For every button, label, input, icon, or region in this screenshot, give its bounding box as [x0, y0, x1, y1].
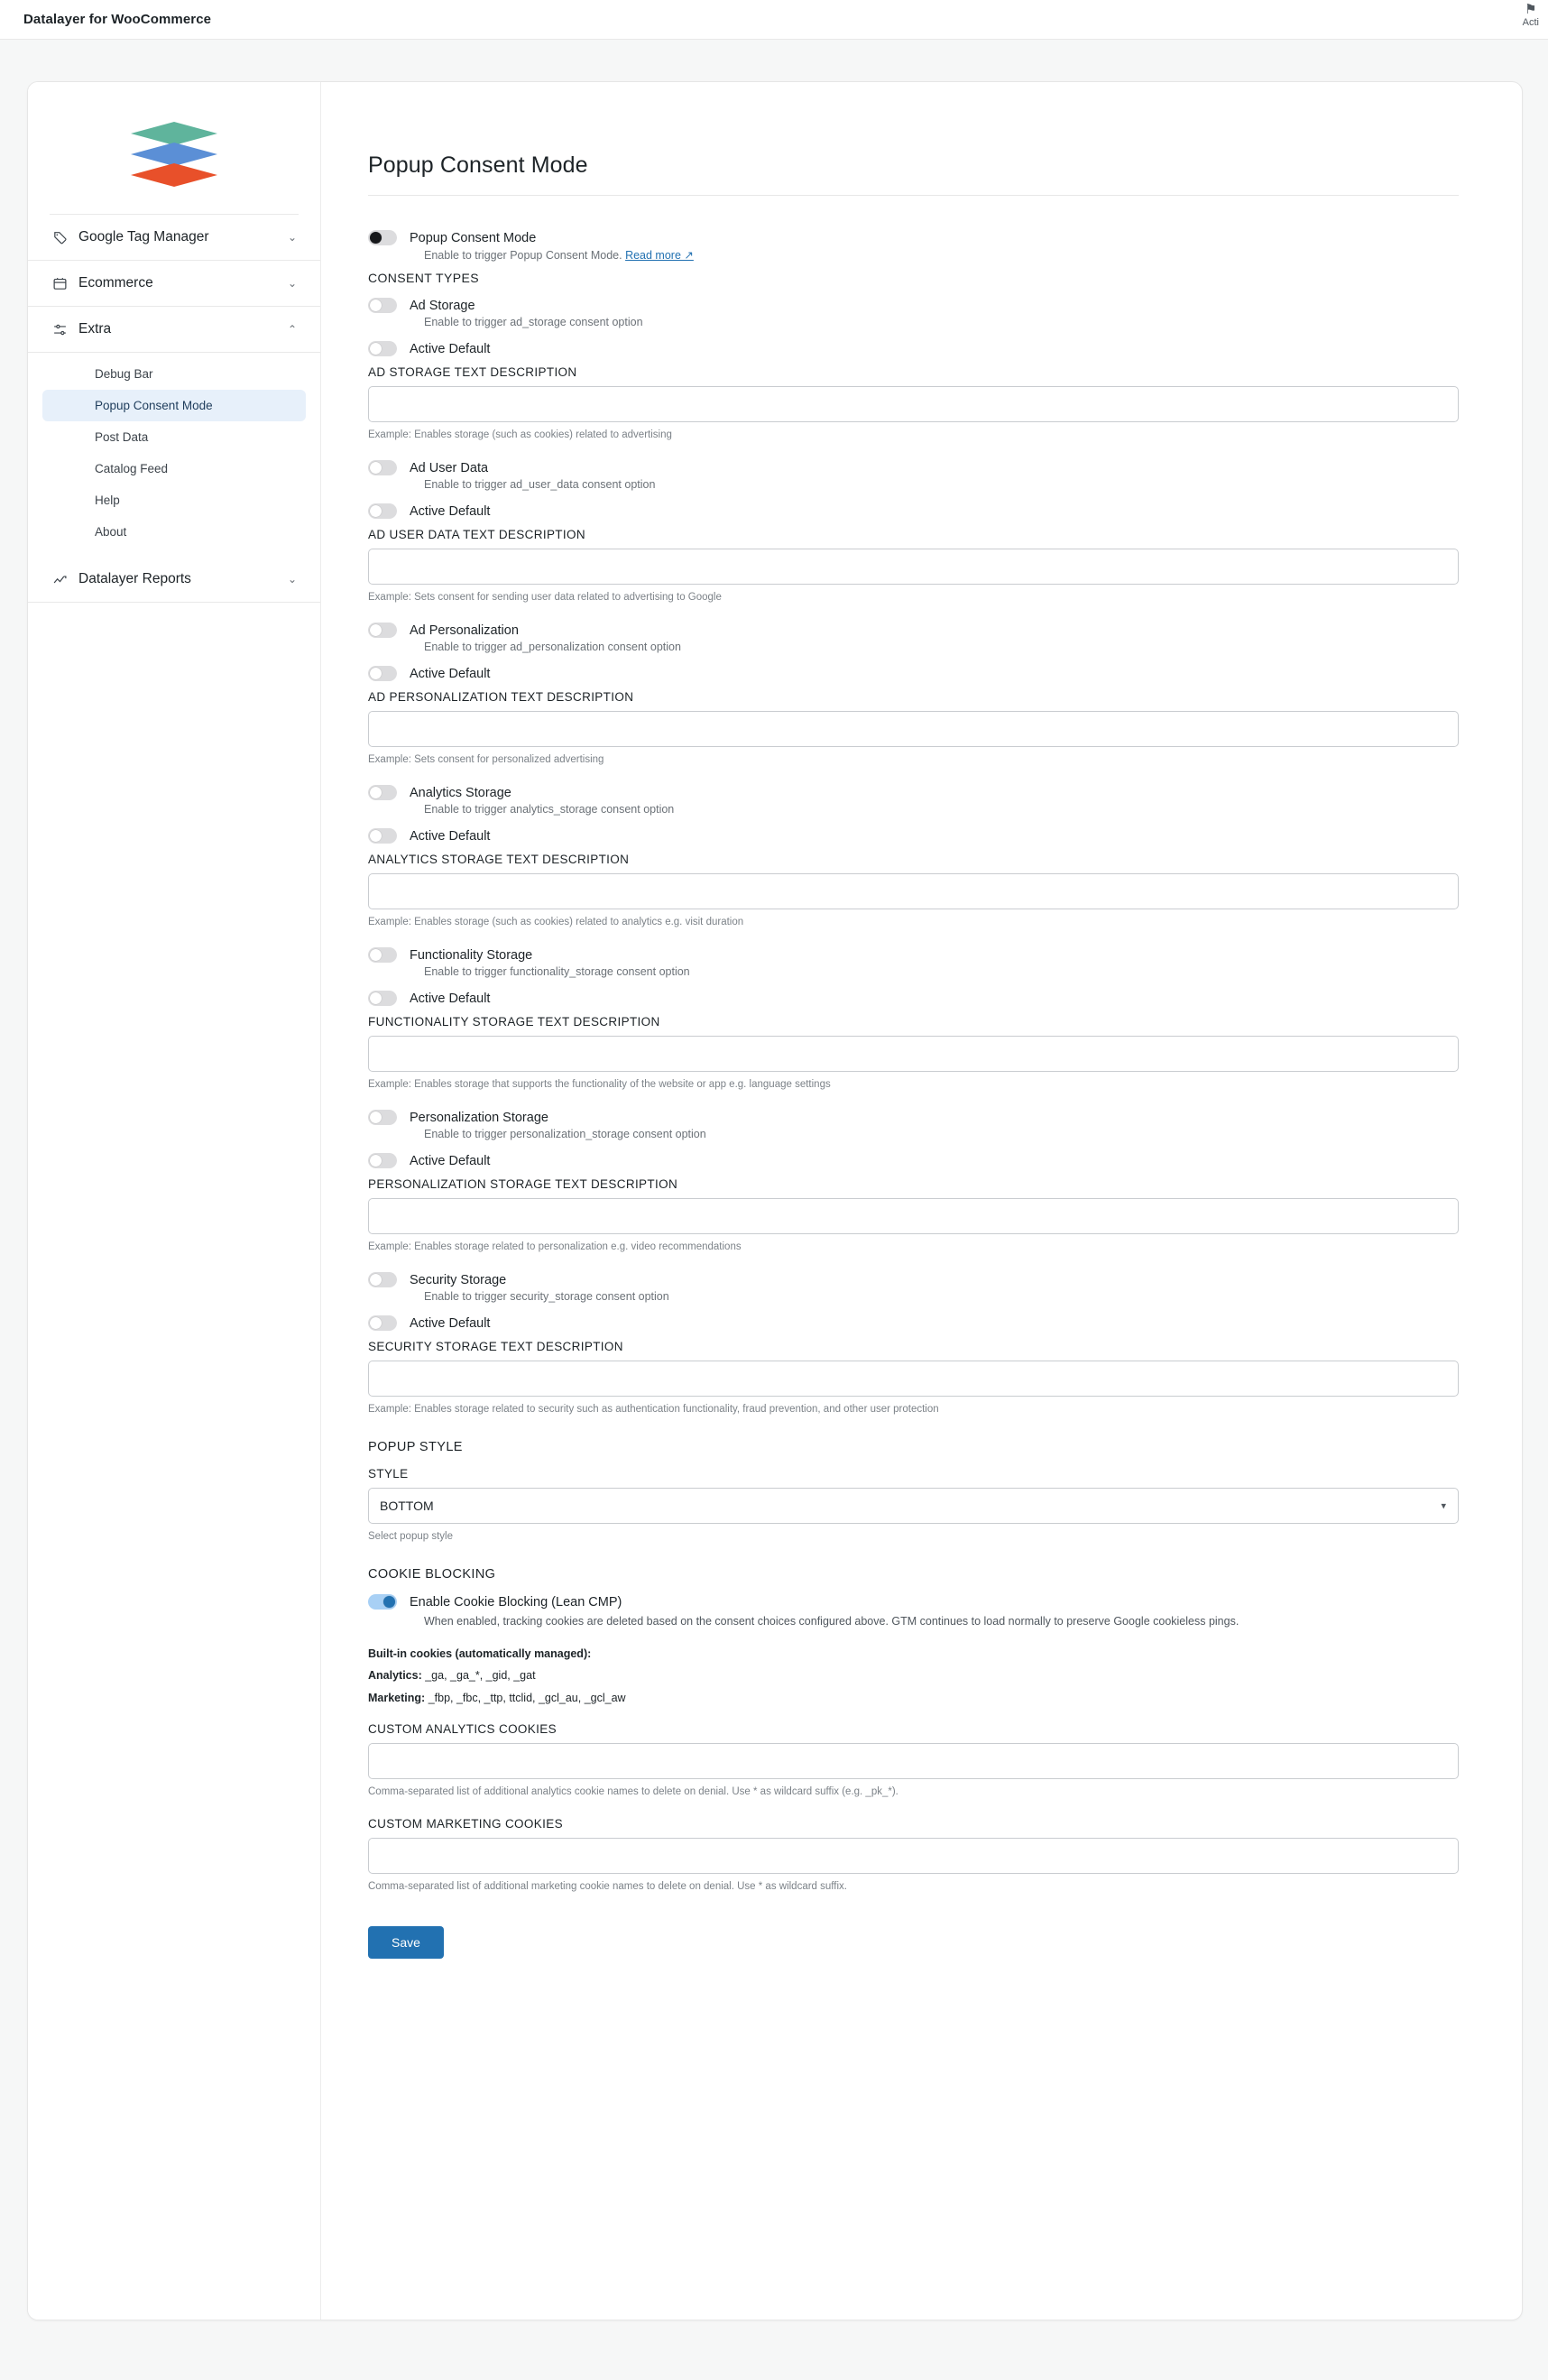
- ad-personalization-active-default-row: [368, 666, 1459, 681]
- security-storage-hint: Example: Enables storage related to security such as authentication functionality, fraud prevention, and other user protection: [368, 1404, 939, 1415]
- chevron-down-icon: ⌄: [287, 231, 297, 244]
- ad-storage-toggle-row: [368, 298, 1459, 313]
- security-storage-toggle-row: [368, 1272, 1459, 1287]
- consent-block-functionality-storage: [368, 947, 1459, 1090]
- builtin-marketing-label: Marketing:: [368, 1692, 426, 1704]
- ad-user-data-label: Ad User Data: [410, 460, 489, 475]
- sidebar-item-google-tag-manager[interactable]: [28, 215, 320, 261]
- builtin-cookies-title-text: Built-in cookies (automatically managed):: [368, 1647, 592, 1660]
- functionality-storage-active-default-toggle[interactable]: [368, 991, 397, 1006]
- functionality-storage-toggle-row: [368, 947, 1459, 963]
- active-default-label: Active Default: [410, 503, 491, 519]
- ad-user-data-text-description-label: AD USER DATA TEXT DESCRIPTION: [368, 528, 585, 541]
- sidebar-item-debug-bar[interactable]: Debug Bar: [95, 367, 153, 381]
- ad-personalization-text-description-label: AD PERSONALIZATION TEXT DESCRIPTION: [368, 690, 634, 704]
- style-select[interactable]: [368, 1488, 1459, 1524]
- security-storage-text-description-input[interactable]: [368, 1361, 1459, 1397]
- functionality-storage-help: Enable to trigger functionality_storage consent option: [424, 965, 690, 978]
- custom-analytics-cookies-label: CUSTOM ANALYTICS COOKIES: [368, 1721, 557, 1736]
- ad-storage-label: Ad Storage: [410, 298, 475, 313]
- security-storage-active-default-row: [368, 1315, 1459, 1331]
- functionality-storage-text-description-input[interactable]: [368, 1036, 1459, 1072]
- analytics-storage-help: Enable to trigger analytics_storage consent option: [424, 803, 675, 816]
- builtin-marketing-row: [368, 1689, 1459, 1708]
- sidebar-item-help[interactable]: Help: [95, 494, 120, 507]
- custom-marketing-cookies-hint: Comma-separated list of additional marketing cookie names to delete on denial. Use * as wildcard suffix.: [368, 1880, 847, 1892]
- personalization-storage-text-description-input[interactable]: [368, 1198, 1459, 1234]
- page-wrap: [0, 40, 1548, 2357]
- security-storage-label: Security Storage: [410, 1272, 507, 1287]
- consent-types-heading: CONSENT TYPES: [368, 271, 479, 285]
- ad-personalization-text-description-input[interactable]: [368, 711, 1459, 747]
- popup-style-heading: POPUP STYLE: [368, 1440, 463, 1454]
- analytics-storage-label: Analytics Storage: [410, 785, 511, 800]
- active-default-label: Active Default: [410, 1153, 491, 1168]
- ad-storage-active-default-toggle[interactable]: [368, 341, 397, 356]
- personalization-storage-toggle-row: [368, 1110, 1459, 1125]
- builtin-cookies-title: [368, 1645, 1459, 1664]
- custom-marketing-cookies-label: CUSTOM MARKETING COOKIES: [368, 1816, 563, 1831]
- style-field-label: STYLE: [368, 1467, 409, 1481]
- builtin-marketing-value: _fbp, _fbc, _ttp, ttclid, _gcl_au, _gcl_aw: [428, 1692, 626, 1704]
- chart-line-icon: [51, 571, 68, 587]
- active-default-label: Active Default: [410, 666, 491, 681]
- settings-card: [27, 81, 1523, 2320]
- popup-consent-mode-help-text: Enable to trigger Popup Consent Mode.: [424, 249, 622, 262]
- functionality-storage-active-default-row: [368, 991, 1459, 1006]
- sidebar-item-about[interactable]: About: [95, 525, 127, 539]
- chevron-down-icon: ⌄: [287, 573, 297, 586]
- analytics-storage-text-description-label: ANALYTICS STORAGE TEXT DESCRIPTION: [368, 853, 630, 866]
- sidebar-group-extra: [28, 307, 320, 557]
- sidebar-group-ecommerce: [28, 261, 320, 307]
- analytics-storage-active-default-row: [368, 828, 1459, 844]
- sidebar-item-datalayer-reports[interactable]: [28, 557, 320, 603]
- ad-user-data-toggle[interactable]: [368, 460, 397, 475]
- active-default-label: Active Default: [410, 991, 491, 1006]
- consent-block-ad-user-data: [368, 460, 1459, 603]
- main-content: [321, 82, 1522, 2320]
- personalization-storage-label: Personalization Storage: [410, 1110, 548, 1125]
- sidebar: [28, 82, 321, 2320]
- sidebar-item-post-data[interactable]: Post Data: [95, 430, 149, 444]
- account-menu[interactable]: [1523, 2, 1539, 29]
- datalayer-logo-icon: [127, 122, 221, 190]
- sliders-icon: [51, 321, 68, 337]
- save-button[interactable]: Save: [368, 1926, 444, 1959]
- security-storage-text-description-label: SECURITY STORAGE TEXT DESCRIPTION: [368, 1340, 623, 1353]
- sidebar-item-label: Google Tag Manager: [78, 229, 209, 244]
- ad-personalization-toggle[interactable]: [368, 623, 397, 638]
- account-label: Acti: [1522, 17, 1539, 29]
- read-more-link[interactable]: Read more ↗: [625, 249, 694, 262]
- cookie-blocking-label: Enable Cookie Blocking (Lean CMP): [410, 1594, 622, 1610]
- sidebar-group-reports: [28, 557, 320, 603]
- consent-block-analytics-storage: [368, 785, 1459, 927]
- active-default-label: Active Default: [410, 1315, 491, 1331]
- ad-user-data-hint: Example: Sets consent for sending user data related to advertising to Google: [368, 592, 722, 603]
- custom-marketing-cookies-input[interactable]: [368, 1838, 1459, 1874]
- ad-storage-help: Enable to trigger ad_storage consent option: [424, 316, 643, 328]
- security-storage-active-default-toggle[interactable]: [368, 1315, 397, 1331]
- sidebar-item-label: Ecommerce: [78, 275, 153, 291]
- sidebar-item-catalog-feed[interactable]: Catalog Feed: [95, 462, 169, 475]
- ad-user-data-active-default-toggle[interactable]: [368, 503, 397, 519]
- ad-user-data-toggle-row: [368, 460, 1459, 475]
- builtin-analytics-value: _ga, _ga_*, _gid, _gat: [425, 1669, 536, 1683]
- title-divider: [368, 195, 1459, 196]
- personalization-storage-help: Enable to trigger personalization_storage consent option: [424, 1128, 706, 1140]
- cookie-blocking-toggle-row: [368, 1594, 1459, 1610]
- sidebar-item-ecommerce[interactable]: [28, 261, 320, 307]
- ad-user-data-active-default-row: [368, 503, 1459, 519]
- analytics-storage-hint: Example: Enables storage (such as cookies) related to analytics e.g. visit duration: [368, 917, 744, 927]
- ad-user-data-help: Enable to trigger ad_user_data consent option: [424, 478, 656, 491]
- functionality-storage-label: Functionality Storage: [410, 947, 533, 963]
- sidebar-group-gtm: [28, 215, 320, 261]
- style-select-wrap: [368, 1488, 1459, 1524]
- sidebar-item-label: Extra: [78, 321, 112, 337]
- builtin-analytics-row: [368, 1666, 1459, 1685]
- sidebar-subnav-extra: [28, 353, 320, 557]
- tag-icon: [51, 229, 68, 245]
- cookie-blocking-heading: COOKIE BLOCKING: [368, 1567, 496, 1582]
- consent-block-personalization-storage: [368, 1110, 1459, 1252]
- ad-personalization-label: Ad Personalization: [410, 623, 519, 638]
- sidebar-item-label: Datalayer Reports: [78, 571, 191, 586]
- analytics-storage-toggle[interactable]: [368, 785, 397, 800]
- ad-personalization-help: Enable to trigger ad_personalization consent option: [424, 641, 681, 653]
- popup-consent-mode-toggle-row: [368, 230, 1459, 245]
- ad-storage-hint: Example: Enables storage (such as cookies) related to advertising: [368, 429, 672, 440]
- ad-personalization-hint: Example: Sets consent for personalized advertising: [368, 754, 604, 765]
- sidebar-item-popup-consent-mode[interactable]: Popup Consent Mode: [42, 390, 306, 421]
- personalization-storage-hint: Example: Enables storage related to personalization e.g. video recommendations: [368, 1241, 742, 1252]
- logo-area: [28, 106, 320, 214]
- cart-icon: [51, 275, 68, 291]
- ad-storage-text-description-label: AD STORAGE TEXT DESCRIPTION: [368, 365, 577, 379]
- chevron-up-icon: ⌃: [287, 323, 297, 336]
- ad-personalization-toggle-row: [368, 623, 1459, 638]
- personalization-storage-active-default-toggle[interactable]: [368, 1153, 397, 1168]
- consent-block-security-storage: [368, 1272, 1459, 1415]
- ad-storage-active-default-row: [368, 341, 1459, 356]
- popup-consent-mode-help: [424, 248, 1459, 262]
- personalization-storage-active-default-row: [368, 1153, 1459, 1168]
- active-default-label: Active Default: [410, 341, 491, 356]
- consent-block-ad-personalization: [368, 623, 1459, 765]
- security-storage-toggle[interactable]: [368, 1272, 397, 1287]
- consent-block-ad-storage: [368, 298, 1459, 440]
- admin-bar: [0, 0, 1548, 40]
- analytics-storage-toggle-row: [368, 785, 1459, 800]
- security-storage-help: Enable to trigger security_storage consent option: [424, 1290, 669, 1303]
- custom-analytics-cookies-hint: Comma-separated list of additional analytics cookie names to delete on denial. Use * as wildcard suffix (e.g. _pk_*).: [368, 1785, 898, 1797]
- functionality-storage-text-description-label: FUNCTIONALITY STORAGE TEXT DESCRIPTION: [368, 1015, 660, 1029]
- functionality-storage-toggle[interactable]: [368, 947, 397, 963]
- builtin-analytics-label: Analytics:: [368, 1669, 422, 1683]
- personalization-storage-toggle[interactable]: [368, 1110, 397, 1125]
- ad-storage-toggle[interactable]: [368, 298, 397, 313]
- popup-consent-mode-toggle[interactable]: [368, 230, 397, 245]
- ad-personalization-active-default-toggle[interactable]: [368, 666, 397, 681]
- ad-user-data-text-description-input[interactable]: [368, 549, 1459, 585]
- personalization-storage-text-description-label: PERSONALIZATION STORAGE TEXT DESCRIPTION: [368, 1177, 678, 1191]
- site-title[interactable]: Datalayer for WooCommerce: [23, 12, 212, 27]
- functionality-storage-hint: Example: Enables storage that supports the functionality of the website or app e.g. language settings: [368, 1079, 831, 1090]
- chevron-down-icon: ⌄: [287, 277, 297, 290]
- popup-consent-mode-toggle-label: Popup Consent Mode: [410, 230, 537, 245]
- sidebar-item-extra[interactable]: [28, 307, 320, 353]
- cookie-blocking-toggle[interactable]: [368, 1594, 397, 1610]
- active-default-label: Active Default: [410, 828, 491, 844]
- analytics-storage-text-description-input[interactable]: [368, 873, 1459, 909]
- page-title: Popup Consent Mode: [368, 152, 588, 178]
- chevron-down-icon: ▾: [1441, 1500, 1446, 1512]
- account-icon: ⚑: [1525, 2, 1537, 17]
- custom-analytics-cookies-input[interactable]: [368, 1743, 1459, 1779]
- ad-storage-text-description-input[interactable]: [368, 386, 1459, 422]
- analytics-storage-active-default-toggle[interactable]: [368, 828, 397, 844]
- cookie-blocking-description: When enabled, tracking cookies are deleted based on the consent choices configured above. GTM continues to load normally to preserve Google cookieless pings.: [424, 1615, 1239, 1628]
- style-hint: Select popup style: [368, 1531, 453, 1542]
